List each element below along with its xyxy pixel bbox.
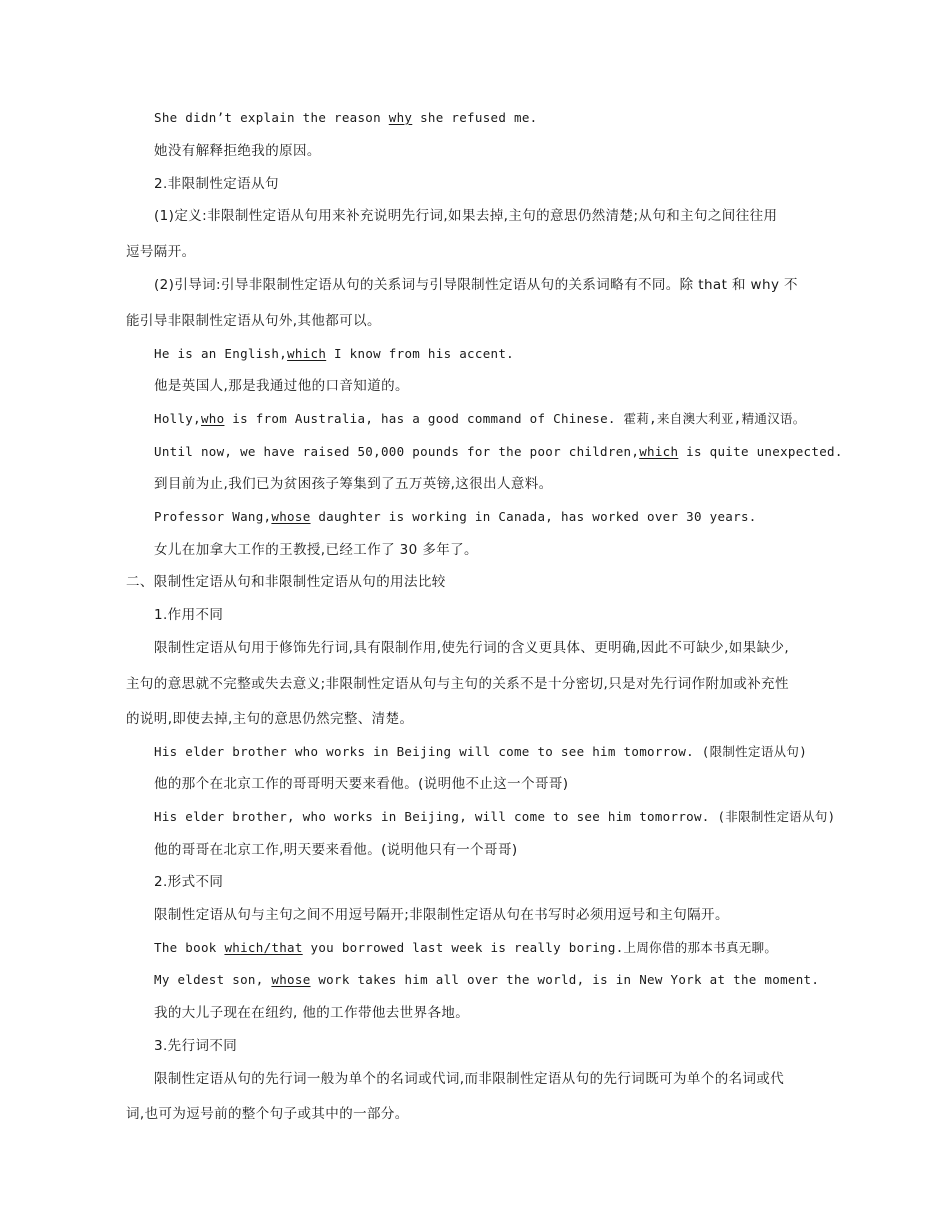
translation: 女儿在加拿大工作的王教授,已经工作了 30 多年了。 — [154, 542, 478, 558]
paragraph-line: (2)引导词:引导非限制性定语从句的关系词与引导限制性定语从句的关系词略有不同。除 that 和 why 不 — [154, 277, 798, 293]
relative-word: why — [388, 110, 413, 125]
example-sentence: Professor Wang,whose daughter is working in Canada, has worked over 30 years. — [154, 509, 757, 524]
example-sentence: The book which/that you borrowed last week is really boring.上周你借的那本书真无聊。 — [154, 940, 778, 955]
relative-word: which — [287, 346, 327, 361]
relative-word: whose — [271, 509, 311, 524]
paragraph-line: (1)定义:非限制性定语从句用来补充说明先行词,如果去掉,主句的意思仍然清楚;从句和主句之间往往用 — [154, 208, 778, 224]
translation: 我的大儿子现在在纽约, 他的工作带他去世界各地。 — [154, 1005, 470, 1021]
relative-word: whose — [271, 972, 311, 987]
translation: 他的那个在北京工作的哥哥明天要来看他。(说明他不止这一个哥哥) — [154, 776, 569, 792]
paragraph-line: 限制性定语从句与主句之间不用逗号隔开;非限制性定语从句在书写时必须用逗号和主句隔开。 — [154, 907, 729, 923]
paragraph-line: 的说明,即使去掉,主句的意思仍然完整、清楚。 — [126, 711, 414, 727]
paragraph-line: 能引导非限制性定语从句外,其他都可以。 — [126, 313, 381, 329]
translation: 他的哥哥在北京工作,明天要来看他。(说明他只有一个哥哥) — [154, 842, 518, 858]
example-sentence: He is an English,which I know from his accent. — [154, 346, 515, 361]
subsection-heading: 2.形式不同 — [154, 874, 224, 890]
example-sentence: My eldest son, whose work takes him all over the world, is in New York at the moment. — [154, 972, 820, 987]
example-sentence: She didn’t explain the reason why she refused me. — [154, 110, 538, 125]
paragraph-line: 主句的意思就不完整或失去意义;非限制性定语从句与主句的关系不是十分密切,只是对先行词作附加或补充性 — [126, 676, 789, 692]
section-heading: 二、限制性定语从句和非限制性定语从句的用法比较 — [126, 574, 446, 590]
paragraph-line: 词,也可为逗号前的整个句子或其中的一部分。 — [126, 1106, 409, 1122]
translation: 她没有解释拒绝我的原因。 — [154, 143, 321, 159]
paragraph-line: 限制性定语从句用于修饰先行词,具有限制作用,使先行词的含义更具体、更明确,因此不可缺少,如果缺少, — [154, 640, 790, 656]
section-heading: 2.非限制性定语从句 — [154, 176, 279, 192]
relative-word: which — [639, 444, 679, 459]
translation: 他是英国人,那是我通过他的口音知道的。 — [154, 378, 409, 394]
relative-word: who — [200, 411, 225, 426]
translation: 到目前为止,我们已为贫困孩子筹集到了五万英镑,这很出人意料。 — [154, 476, 553, 492]
example-sentence: His elder brother, who works in Beijing, will come to see him tomorrow. (非限制性定语从句) — [154, 809, 836, 824]
paragraph-line: 限制性定语从句的先行词一般为单个的名词或代词,而非限制性定语从句的先行词既可为单个的名词或代 — [154, 1071, 785, 1087]
example-sentence: Holly,who is from Australia, has a good command of Chinese. 霍莉,来自澳大利亚,精通汉语。 — [154, 411, 806, 426]
example-sentence: Until now, we have raised 50,000 pounds for the poor children,which is quite unexpected. — [154, 444, 843, 459]
paragraph-line: 逗号隔开。 — [126, 244, 196, 260]
example-sentence: His elder brother who works in Beijing will come to see him tomorrow. (限制性定语从句) — [154, 744, 808, 759]
subsection-heading: 3.先行词不同 — [154, 1038, 238, 1054]
relative-word: which/that — [224, 940, 303, 955]
subsection-heading: 1.作用不同 — [154, 607, 224, 623]
